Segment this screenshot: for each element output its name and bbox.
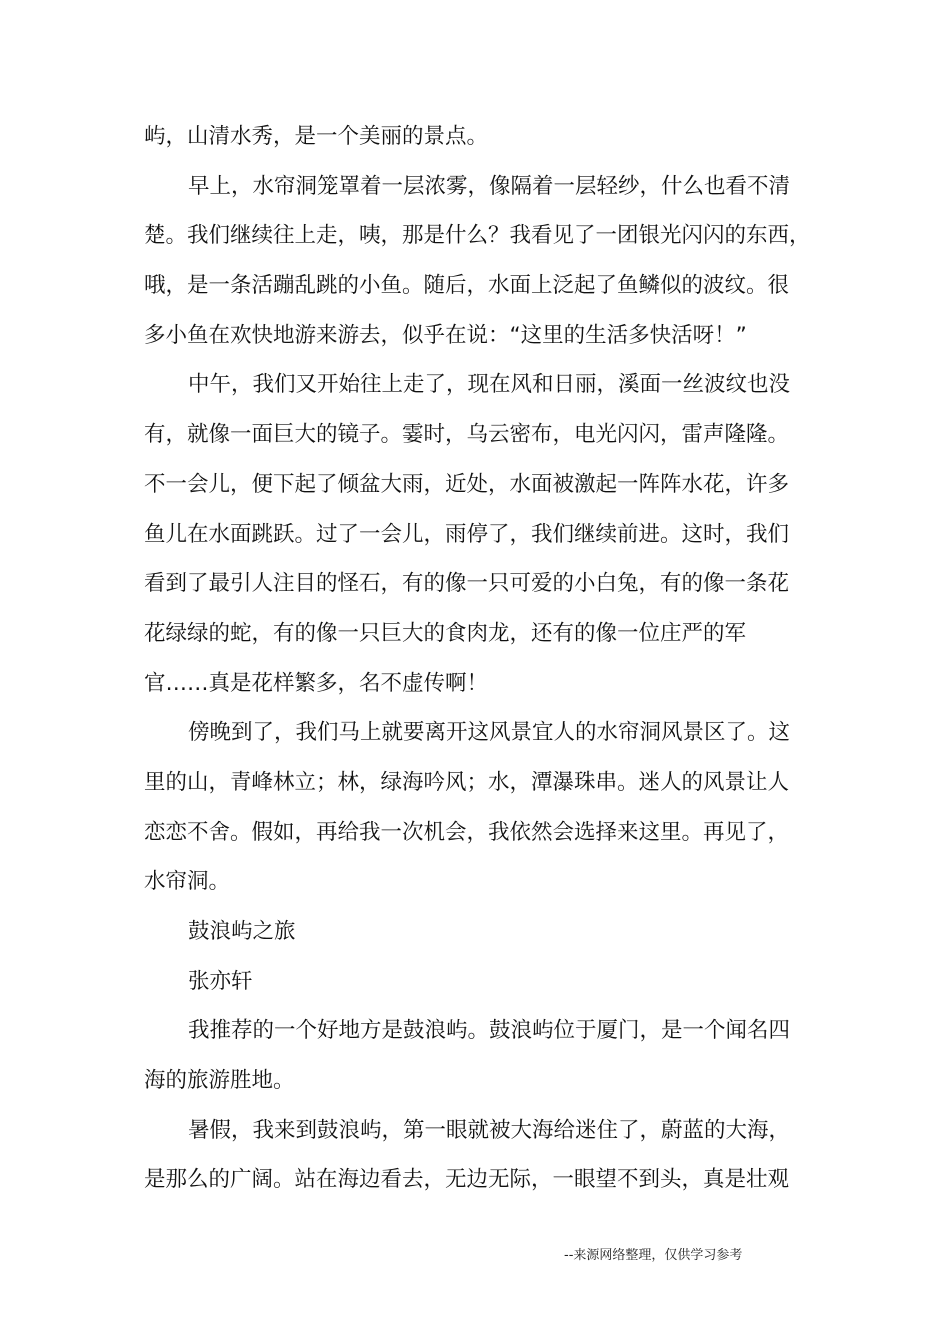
text-line: 有，就像一面巨大的镜子。霎时，乌云密布，电光闪闪，雷声隆隆。 (144, 422, 790, 448)
text-line: 傍晚到了，我们马上就要离开这风景宜人的水帘洞风景区了。这 (188, 720, 791, 746)
text-line: 中午，我们又开始往上走了，现在风和日丽，溪面一丝波纹也没 (188, 372, 791, 398)
text-line: 是那么的广阔。站在海边看去，无边无际，一眼望不到头，真是壮观 (144, 1167, 790, 1193)
text-line: 看到了最引人注目的怪石，有的像一只可爱的小白兔，有的像一条花 (144, 571, 790, 597)
text-line: 我推荐的一个好地方是鼓浪屿。鼓浪屿位于厦门，是一个闻名四 (188, 1018, 791, 1044)
text-line: 屿，山清水秀，是一个美丽的景点。 (144, 124, 489, 149)
text-line: 花绿绿的蛇，有的像一只巨大的食肉龙，还有的像一位庄严的军 (144, 620, 747, 646)
text-line: 暑假，我来到鼓浪屿，第一眼就被大海给迷住了，蔚蓝的大海， (188, 1117, 791, 1143)
text-line: 海的旅游胜地。 (144, 1068, 295, 1094)
text-line: 张亦轩 (188, 968, 253, 994)
document-body (144, 112, 811, 1205)
text-line: 官……真是花样繁多，名不虚传啊！ (144, 670, 489, 696)
text-line: 恋恋不舍。假如，再给我一次机会，我依然会选择来这里。再见了， (144, 819, 790, 845)
text-line: 哦，是一条活蹦乱跳的小鱼。随后，水面上泛起了鱼鳞似的波纹。很 (144, 273, 790, 299)
text-line: 里的山，青峰林立；林，绿海吟风；水，潭瀑珠串。迷人的风景让人 (144, 769, 790, 795)
text-line: 鱼儿在水面跳跃。过了一会儿，雨停了，我们继续前进。这时，我们 (144, 521, 790, 547)
footer-note: --来源网络整理，仅供学习参考 (564, 1248, 743, 1263)
text-line: 楚。我们继续往上走，咦，那是什么？我看见了一团银光闪闪的东西， (144, 223, 811, 249)
text-line: 鼓浪屿之旅 (188, 919, 296, 944)
text-line: 不一会儿，便下起了倾盆大雨，近处，水面被激起一阵阵水花，许多 (144, 471, 790, 497)
text-line: 早上，水帘洞笼罩着一层浓雾，像隔着一层轻纱，什么也看不清 (188, 173, 791, 199)
text-line: 水帘洞。 (144, 869, 231, 895)
text-line: 多小鱼在欢快地游来游去，似乎在说：“这里的生活多快活呀！” (144, 322, 747, 348)
